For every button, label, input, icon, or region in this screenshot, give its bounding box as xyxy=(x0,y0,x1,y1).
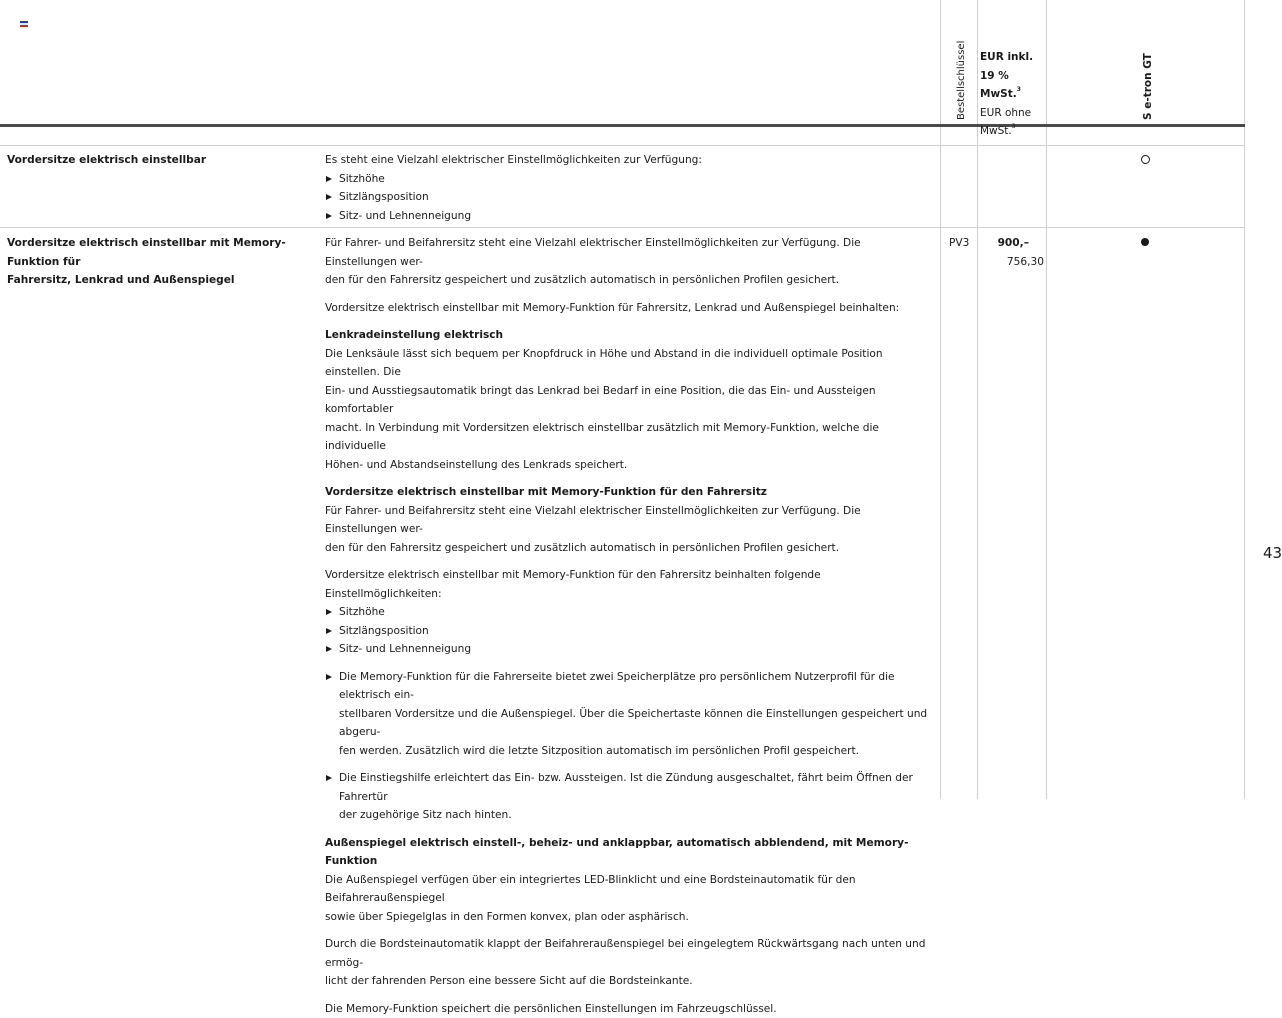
footnote-marker: 3 xyxy=(1012,123,1016,130)
description-text: Die Einstiegshilfe erleichtert das Ein- bzw. Aussteigen. Ist die Zündung ausgeschaltet, fährt beim Öffnen der Fahrertür xyxy=(339,769,935,806)
list-item: Sitzhöhe xyxy=(325,170,935,189)
price-incl: 900,– xyxy=(980,234,1044,253)
description-text: Ein- und Ausstiegsautomatik bringt das Lenkrad bei Bedarf in eine Position, die das Ein- und Aussteigen komfortabler xyxy=(325,382,935,419)
section-heading: Vordersitze elektrisch einstellbar mit Memory-Funktion für den Fahrersitz xyxy=(325,483,935,502)
column-divider xyxy=(977,0,978,799)
description-text: sowie über Spiegelglas in den Formen konvex, plan oder asphärisch. xyxy=(325,908,935,927)
description-text: macht. In Verbindung mit Vordersitzen elektrisch einstellbar zusätzlich mit Memory-Funktion, welche die individuelle xyxy=(325,419,935,456)
order-code: PV3 xyxy=(949,234,969,253)
price-cell xyxy=(980,234,1044,271)
description-text: Die Außenspiegel verfügen über ein integriertes LED-Blinklicht und eine Bordsteinautomatik für den Beifahreraußenspiegel xyxy=(325,871,935,908)
list-item xyxy=(325,668,935,761)
column-divider xyxy=(1244,0,1245,799)
optional-circle-icon xyxy=(1141,155,1150,164)
header-price-incl-1: EUR inkl. xyxy=(980,51,1033,63)
section-heading: Außenspiegel elektrisch einstell-, beheiz- und anklappbar, automatisch abblendend, mit Memory-Funktion xyxy=(325,834,935,871)
row-title-line: Fahrersitz, Lenkrad und Außenspiegel xyxy=(7,271,317,290)
list-item: Sitzhöhe xyxy=(325,603,935,622)
header-price xyxy=(980,48,1046,141)
header-price-excl-1: EUR ohne xyxy=(980,107,1031,119)
row-divider xyxy=(0,145,1245,146)
header-price-incl-2: 19 % MwSt. xyxy=(980,70,1017,101)
description-text: Für Fahrer- und Beifahrersitz steht eine Vielzahl elektrischer Einstellmöglichkeiten zur Verfügung. Die Einstellungen wer- xyxy=(325,234,935,271)
list-item: Sitz- und Lehnenneigung xyxy=(325,640,935,659)
price-excl: 756,30 xyxy=(980,253,1044,272)
description-text: stellbaren Vordersitze und die Außenspiegel. Über die Speichertaste können die Einstellungen gespeichert und abgeru- xyxy=(339,705,935,742)
description-text: Vordersitze elektrisch einstellbar mit Memory-Funktion für Fahrersitz, Lenkrad und Außenspiegel beinhalten: xyxy=(325,299,935,318)
standard-dot-icon xyxy=(1141,238,1149,246)
description-text: Die Lenksäule lässt sich bequem per Knopfdruck in Höhe und Abstand in die individuell optimale Position einstellen. Die xyxy=(325,345,935,382)
row-title-line: Vordersitze elektrisch einstellbar mit Memory-Funktion für xyxy=(7,234,317,271)
description-text: Die Memory-Funktion speichert die persönlichen Einstellungen im Fahrzeugschlüssel. xyxy=(325,1000,935,1018)
row-description xyxy=(325,151,935,225)
footnote-marker: 3 xyxy=(1017,86,1021,93)
language-flag-icon[interactable] xyxy=(20,21,28,27)
row-title: Vordersitze elektrisch einstellbar xyxy=(7,151,317,170)
description-text: licht der fahrenden Person eine bessere Sicht auf die Bordsteinkante. xyxy=(325,972,935,991)
description-text: den für den Fahrersitz gespeichert und zusätzlich automatisch in persönlichen Profilen gesichert. xyxy=(325,271,935,290)
description-text: Durch die Bordsteinautomatik klappt der Beifahreraußenspiegel bei eingelegtem Rückwärtsgang nach unten und ermög- xyxy=(325,935,935,972)
column-divider xyxy=(1046,0,1047,799)
description-text: den für den Fahrersitz gespeichert und zusätzlich automatisch in persönlichen Profilen gesichert. xyxy=(325,539,935,558)
description-text: Höhen- und Abstandseinstellung des Lenkrads speichert. xyxy=(325,456,935,475)
list-item: Sitz- und Lehnenneigung xyxy=(325,207,935,226)
list-item xyxy=(325,769,935,825)
row-description xyxy=(325,234,935,1018)
header-order-code: Bestellschlüssel xyxy=(953,41,972,120)
header-price-excl-2: MwSt. xyxy=(980,125,1012,137)
list-item: Sitzlängsposition xyxy=(325,622,935,641)
description-text: Es steht eine Vielzahl elektrischer Einstellmöglichkeiten zur Verfügung: xyxy=(325,151,935,170)
description-text: Die Memory-Funktion für die Fahrerseite bietet zwei Speicherplätze pro persönlichem Nutzerprofil für die elektrisch ein- xyxy=(339,668,935,705)
list-item: Sitzlängsposition xyxy=(325,188,935,207)
description-text: fen werden. Zusätzlich wird die letzte Sitzposition automatisch im persönlichen Profil gespeichert. xyxy=(339,742,935,761)
section-heading: Lenkradeinstellung elektrisch xyxy=(325,326,935,345)
description-text: Für Fahrer- und Beifahrersitz steht eine Vielzahl elektrischer Einstellmöglichkeiten zur Verfügung. Die Einstellungen wer- xyxy=(325,502,935,539)
row-divider xyxy=(0,227,1245,228)
description-text: Vordersitze elektrisch einstellbar mit Memory-Funktion für den Fahrersitz beinhalten folgende Einstellmöglichkeiten: xyxy=(325,566,935,603)
page-number: 43 xyxy=(1263,544,1282,563)
row-title xyxy=(7,234,317,290)
description-text: der zugehörige Sitz nach hinten. xyxy=(339,806,935,825)
header-rule xyxy=(0,124,1245,127)
column-divider xyxy=(940,0,941,799)
header-model: S e-tron GT xyxy=(1139,53,1158,120)
